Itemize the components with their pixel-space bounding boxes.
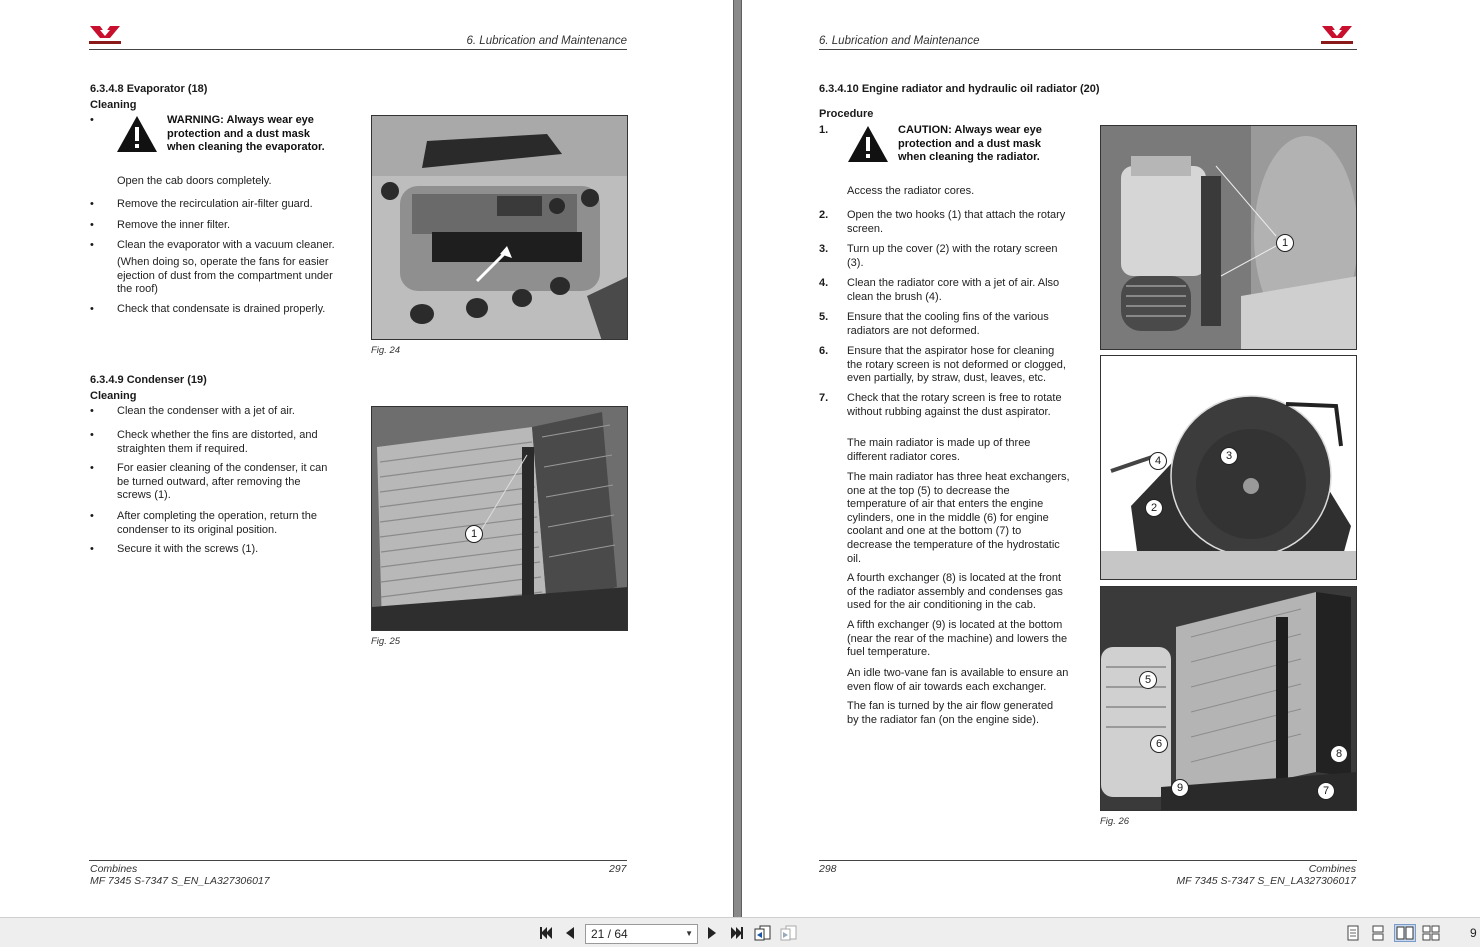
callout-1: 1: [1276, 234, 1294, 252]
figure-caption: Fig. 24: [371, 345, 401, 356]
figure-caption: Fig. 26: [1100, 816, 1130, 827]
list-item: Check whether the fins are distorted, and straighten them if required.: [117, 429, 318, 455]
description-paragraph: An idle two-vane fan is available to ensure an even flow of air towards each exchanger.: [847, 667, 1069, 693]
footer-product: Combines: [1308, 863, 1356, 875]
single-page-view-icon[interactable]: [1344, 924, 1362, 942]
warning-triangle-icon: [115, 114, 159, 154]
instruction-text: Access the radiator cores.: [847, 185, 975, 197]
footer-rule: [819, 860, 1357, 861]
page-header-title: 6. Lubrication and Maintenance: [819, 35, 980, 47]
description-paragraph: A fourth exchanger (8) is located at the front of the radiator assembly and condenses gas used for the air conditioning in the cab.: [847, 572, 1063, 612]
warning-text: WARNING: Always wear eye protection and a dust mask when cleaning the evaporator.: [167, 114, 325, 154]
callout-3: 3: [1220, 447, 1238, 465]
section-heading-radiator: 6.3.4.10 Engine radiator and hydraulic oil radiator (20): [819, 83, 1100, 95]
step-text: Open the two hooks (1) that attach the rotary screen.: [847, 209, 1066, 235]
callout-5: 5: [1139, 671, 1157, 689]
figure-caption: Fig. 25: [371, 636, 401, 647]
chevron-down-icon[interactable]: ▼: [685, 929, 693, 938]
step-number: 5.: [819, 311, 829, 323]
section-subheading-procedure: Procedure: [819, 108, 874, 120]
page-number: 298: [819, 863, 837, 875]
section-heading-evaporator: 6.3.4.8 Evaporator (18): [90, 83, 208, 95]
radiator-photo-hooks: [1100, 125, 1357, 350]
first-page-icon[interactable]: [537, 924, 555, 942]
instruction-text: Open the cab doors completely.: [117, 175, 272, 187]
footer-product: Combines: [90, 863, 138, 875]
back-view-icon[interactable]: [754, 924, 772, 942]
bullet: •: [90, 510, 94, 522]
step-text: Check that the rotary screen is free to rotate without rubbing against the dust aspirator.: [847, 392, 1062, 418]
section-heading-condenser: 6.3.4.9 Condenser (19): [90, 374, 207, 386]
list-item: Secure it with the screws (1).: [117, 543, 259, 555]
callout-2: 2: [1145, 499, 1163, 517]
step-number: 6.: [819, 345, 829, 357]
header-rule: [89, 49, 627, 50]
page-gutter: [733, 0, 742, 917]
description-paragraph: The fan is turned by the air flow generated by the radiator fan (on the engine side).: [847, 700, 1054, 726]
step-number: 1.: [819, 124, 829, 136]
list-item: Remove the inner filter.: [117, 219, 231, 231]
page-number-input[interactable]: 21 / 64 ▼: [585, 924, 698, 944]
step-text: Ensure that the cooling fins of the various radiators are not deformed.: [847, 311, 1049, 337]
list-item: Clean the evaporator with a vacuum cleaner.: [117, 239, 335, 251]
radiator-photo-rotary-screen: [1100, 355, 1357, 580]
massey-ferguson-logo: [88, 24, 122, 46]
callout-4: 4: [1149, 452, 1167, 470]
page-298: [742, 0, 1480, 917]
list-item: Check that condensate is drained properly.: [117, 303, 326, 315]
bullet: •: [90, 462, 94, 474]
list-item: Clean the condenser with a jet of air.: [117, 405, 295, 417]
bullet: •: [90, 405, 94, 417]
bullet: •: [90, 114, 94, 126]
next-page-icon[interactable]: [703, 924, 721, 942]
condenser-photo: [371, 406, 628, 631]
section-subheading-cleaning: Cleaning: [90, 99, 137, 111]
forward-view-icon[interactable]: [780, 924, 798, 942]
note-text: (When doing so, operate the fans for easier ejection of dust from the compartment under the roof): [117, 256, 333, 296]
footer-document-id: MF 7345 S-7347 S_EN_LA327306017: [1176, 875, 1356, 887]
step-number: 3.: [819, 243, 829, 255]
step-number: 2.: [819, 209, 829, 221]
bullet: •: [90, 303, 94, 315]
page-297: [0, 0, 733, 917]
callout-1: 1: [465, 525, 483, 543]
bullet: •: [90, 429, 94, 441]
callout-9: 9: [1171, 779, 1189, 797]
callout-7: 7: [1317, 782, 1335, 800]
list-item: For easier cleaning of the condenser, it can be turned outward, after removing the screws (1).: [117, 462, 328, 502]
bullet: •: [90, 219, 94, 231]
callout-6: 6: [1150, 735, 1168, 753]
header-rule: [819, 49, 1357, 50]
previous-page-icon[interactable]: [561, 924, 579, 942]
description-paragraph: The main radiator is made up of three different radiator cores.: [847, 437, 1031, 463]
bullet: •: [90, 198, 94, 210]
continuous-view-icon[interactable]: [1369, 924, 1387, 942]
description-paragraph: The main radiator has three heat exchangers, one at the top (5) to decrease the temperature of air that enters the engine cylinders, one in the middle (6) for engine coolant and one at the bottom (7) to decrease the temperature of the hydrostatic oil.: [847, 471, 1070, 565]
caution-triangle-icon: [846, 124, 890, 164]
page-number: 297: [609, 863, 627, 875]
list-item: After completing the operation, return the condenser to its original position.: [117, 510, 317, 536]
radiator-photo-exchangers: [1100, 586, 1357, 811]
bullet: •: [90, 543, 94, 555]
navigation-toolbar: [0, 917, 1480, 947]
step-text: Clean the radiator core with a jet of air. Also clean the brush (4).: [847, 277, 1060, 303]
evaporator-photo: [371, 115, 628, 340]
footer-rule: [89, 860, 627, 861]
callout-8: 8: [1330, 745, 1348, 763]
last-page-icon[interactable]: [728, 924, 746, 942]
section-subheading-cleaning: Cleaning: [90, 390, 137, 402]
caution-text: CAUTION: Always wear eye protection and a dust mask when cleaning the radiator.: [898, 124, 1042, 164]
facing-view-icon[interactable]: [1394, 924, 1416, 942]
zoom-level[interactable]: 9: [1470, 926, 1477, 940]
step-number: 7.: [819, 392, 829, 404]
bullet: •: [90, 239, 94, 251]
footer-document-id: MF 7345 S-7347 S_EN_LA327306017: [90, 875, 270, 887]
page-header-title: 6. Lubrication and Maintenance: [466, 35, 627, 47]
step-text: Ensure that the aspirator hose for cleaning the rotary screen is not deformed or clogged, even partially, by straw, dust, leaves, etc.: [847, 345, 1066, 385]
step-text: Turn up the cover (2) with the rotary screen (3).: [847, 243, 1058, 269]
list-item: Remove the recirculation air-filter guard.: [117, 198, 313, 210]
description-paragraph: A fifth exchanger (9) is located at the bottom (near the rear of the machine) and lowers the fuel temperature.: [847, 619, 1068, 659]
massey-ferguson-logo: [1320, 24, 1354, 46]
step-number: 4.: [819, 277, 829, 289]
continuous-facing-view-icon[interactable]: [1422, 924, 1440, 942]
